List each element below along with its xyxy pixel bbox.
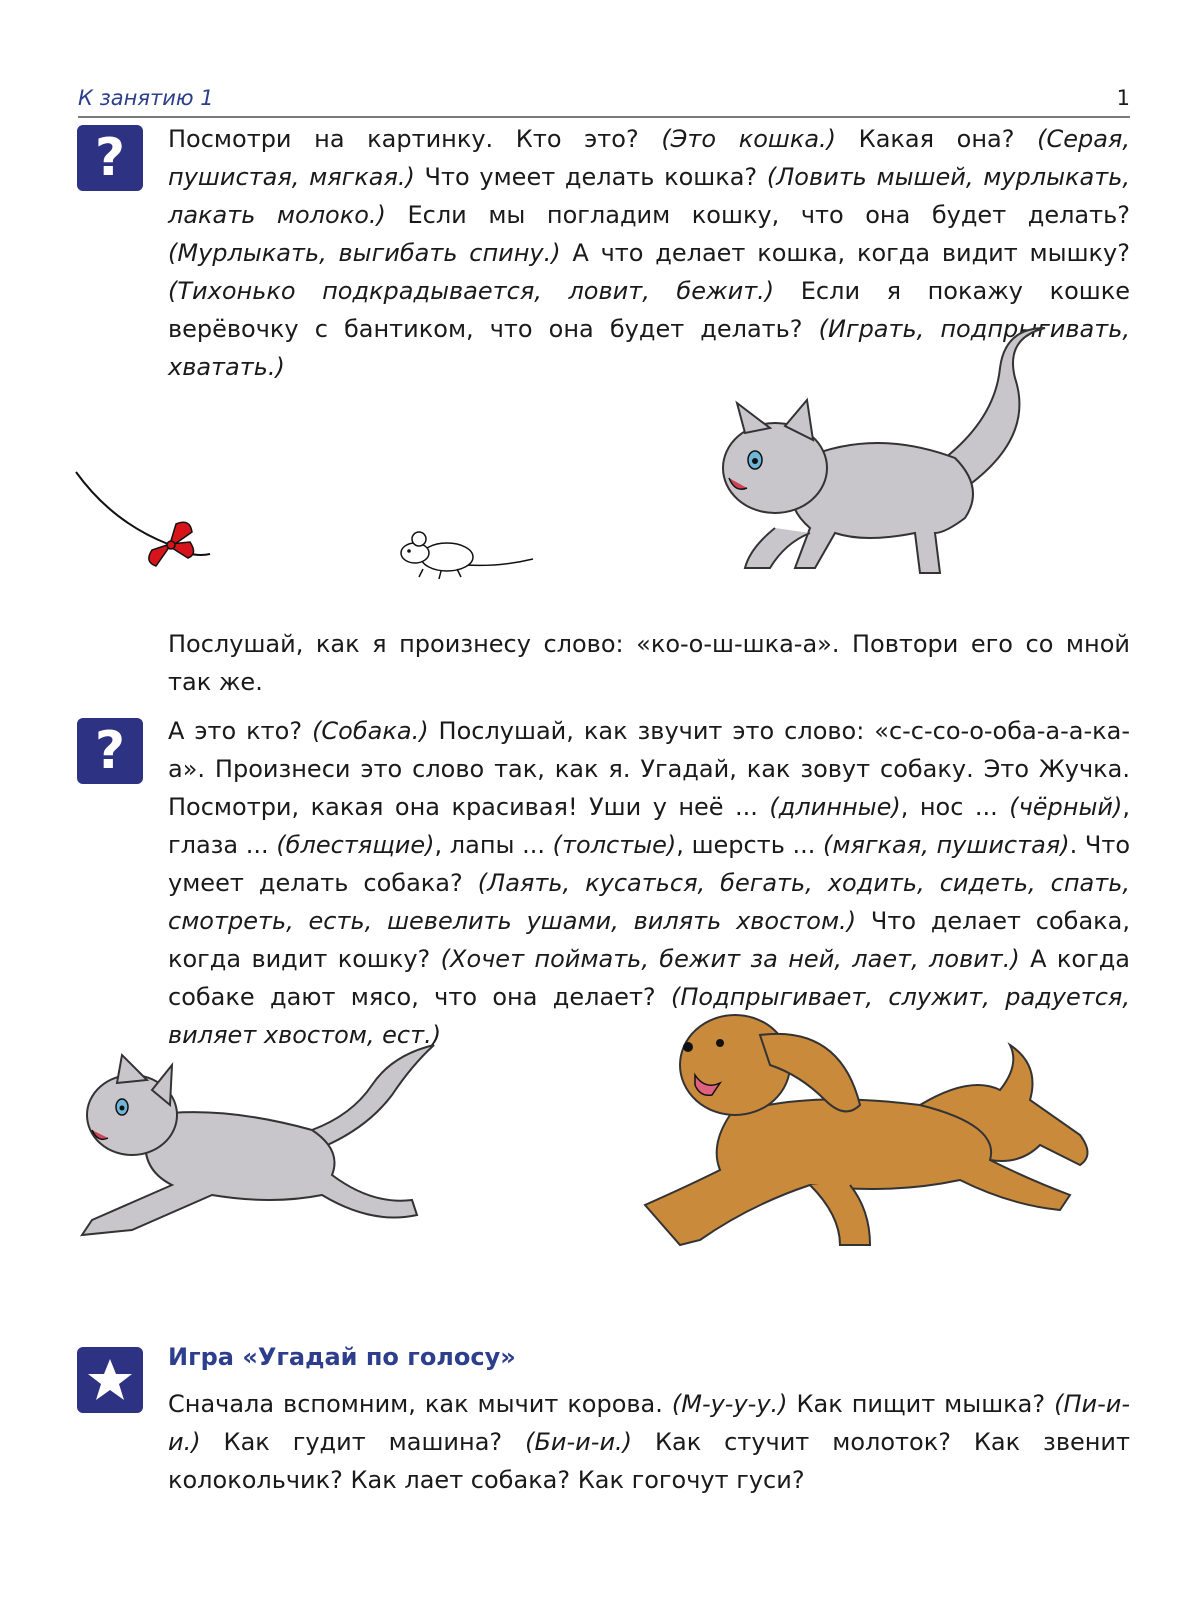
answer-hint: (Подпрыгивает, служит, радуется, виляет хвостом, ест.) [168,983,1130,1049]
answer-hint: (длинные) [769,793,901,821]
question-text: , лапы ... [434,831,553,859]
game-paragraph [168,1385,1130,1499]
question-text: Какая она? [836,125,1038,153]
cat-illustration [72,1035,442,1245]
answer-hint: (Это кошка.) [661,125,837,153]
answer-hint: (Играть, подпрыгивать, хватать.) [168,315,1131,381]
answer-hint: (Пи-и-и.) [168,1390,1131,1456]
answer-hint: (Лаять, кусаться, бегать, ходить, сидеть, спать, смотреть, есть, шевелить ушами, вилять хвостом.) [168,869,1130,935]
star-shape [86,1356,134,1404]
question-text: . Что умеет делать собака? [168,831,1130,897]
question-text: Если мы погладим кошку, что она будет делать? [385,201,1131,229]
answer-hint: (Тихонько подкрадывается, ловит, бежит.) [168,277,775,305]
question-text: Посмотри на картинку. Кто это? [168,125,662,153]
question-text: , нос ... [900,793,1010,821]
question-text: , глаза ... [168,793,1130,859]
mouse-illustration [395,527,535,582]
answer-hint: (М-у-у-у.) [671,1390,788,1418]
question-text: Если я покажу кошке верёвочку с бантиком, что она будет делать? [168,277,1130,343]
question-icon: ? [77,718,143,784]
cat-illustration [715,318,1075,588]
answer-hint: (толстые) [552,831,677,859]
question-text: А когда собаке дают мясо, что она делает? [168,945,1131,1011]
answer-hint: (Собака.) [312,717,429,745]
game-title: Игра «Угадай по голосу» [168,1343,516,1371]
question-text: Что делает собака, когда видит кошку? [168,907,1130,973]
question-text: А что делает кошка, когда видит мышку? [560,239,1130,267]
answer-hint: (Би-и-и.) [525,1428,633,1456]
answer-hint: (Серая, пушистая, мягкая.) [168,125,1130,191]
answer-hint: (мягкая, пушистая) [823,831,1070,859]
dog-illustration [640,995,1100,1255]
answer-hint: (блестящие) [276,831,435,859]
listen-paragraph: Послушай, как я произнесу слово: «ко-о-ш-шка-а». Повтори его со мной так же. [168,630,1130,696]
section-label: К занятию 1 [78,86,214,110]
question-text: Как стучит молоток? Как звенит колокольчик? Как лает собака? Как гогочут гуси? [168,1428,1131,1494]
answer-hint: (Мурлыкать, выгибать спину.) [168,239,561,267]
question-text: Сначала вспомним, как мычит корова. [168,1390,672,1418]
question-text: , шерсть ... [676,831,824,859]
page-header [78,78,1130,118]
answer-hint: (Ловить мышей, мурлыкать, лакать молоко.) [168,163,1130,229]
question-text: Что умеет делать кошка? [414,163,767,191]
star-icon [77,1347,143,1413]
string-bow-illustration [72,462,222,572]
question-text: Как пищит мышка? [787,1390,1055,1418]
page-number: 1 [1116,86,1130,110]
answer-hint: (Хочет поймать, бежит за ней, лает, ловит.) [440,945,1020,973]
question-text: Как гудит машина? [200,1428,526,1456]
question-text: А это кто? [168,717,313,745]
question-icon: ? [77,125,143,191]
answer-hint: (чёрный) [1009,793,1123,821]
question-text: Послушай, как звучит это слово: «с-с-со-о-оба-а-а-ка-а». Произнеси это слово так, как я. Угадай, как зовут собаку. Это Жучка. Посмотри, какая она красивая! Уши у неё ... [168,717,1130,821]
